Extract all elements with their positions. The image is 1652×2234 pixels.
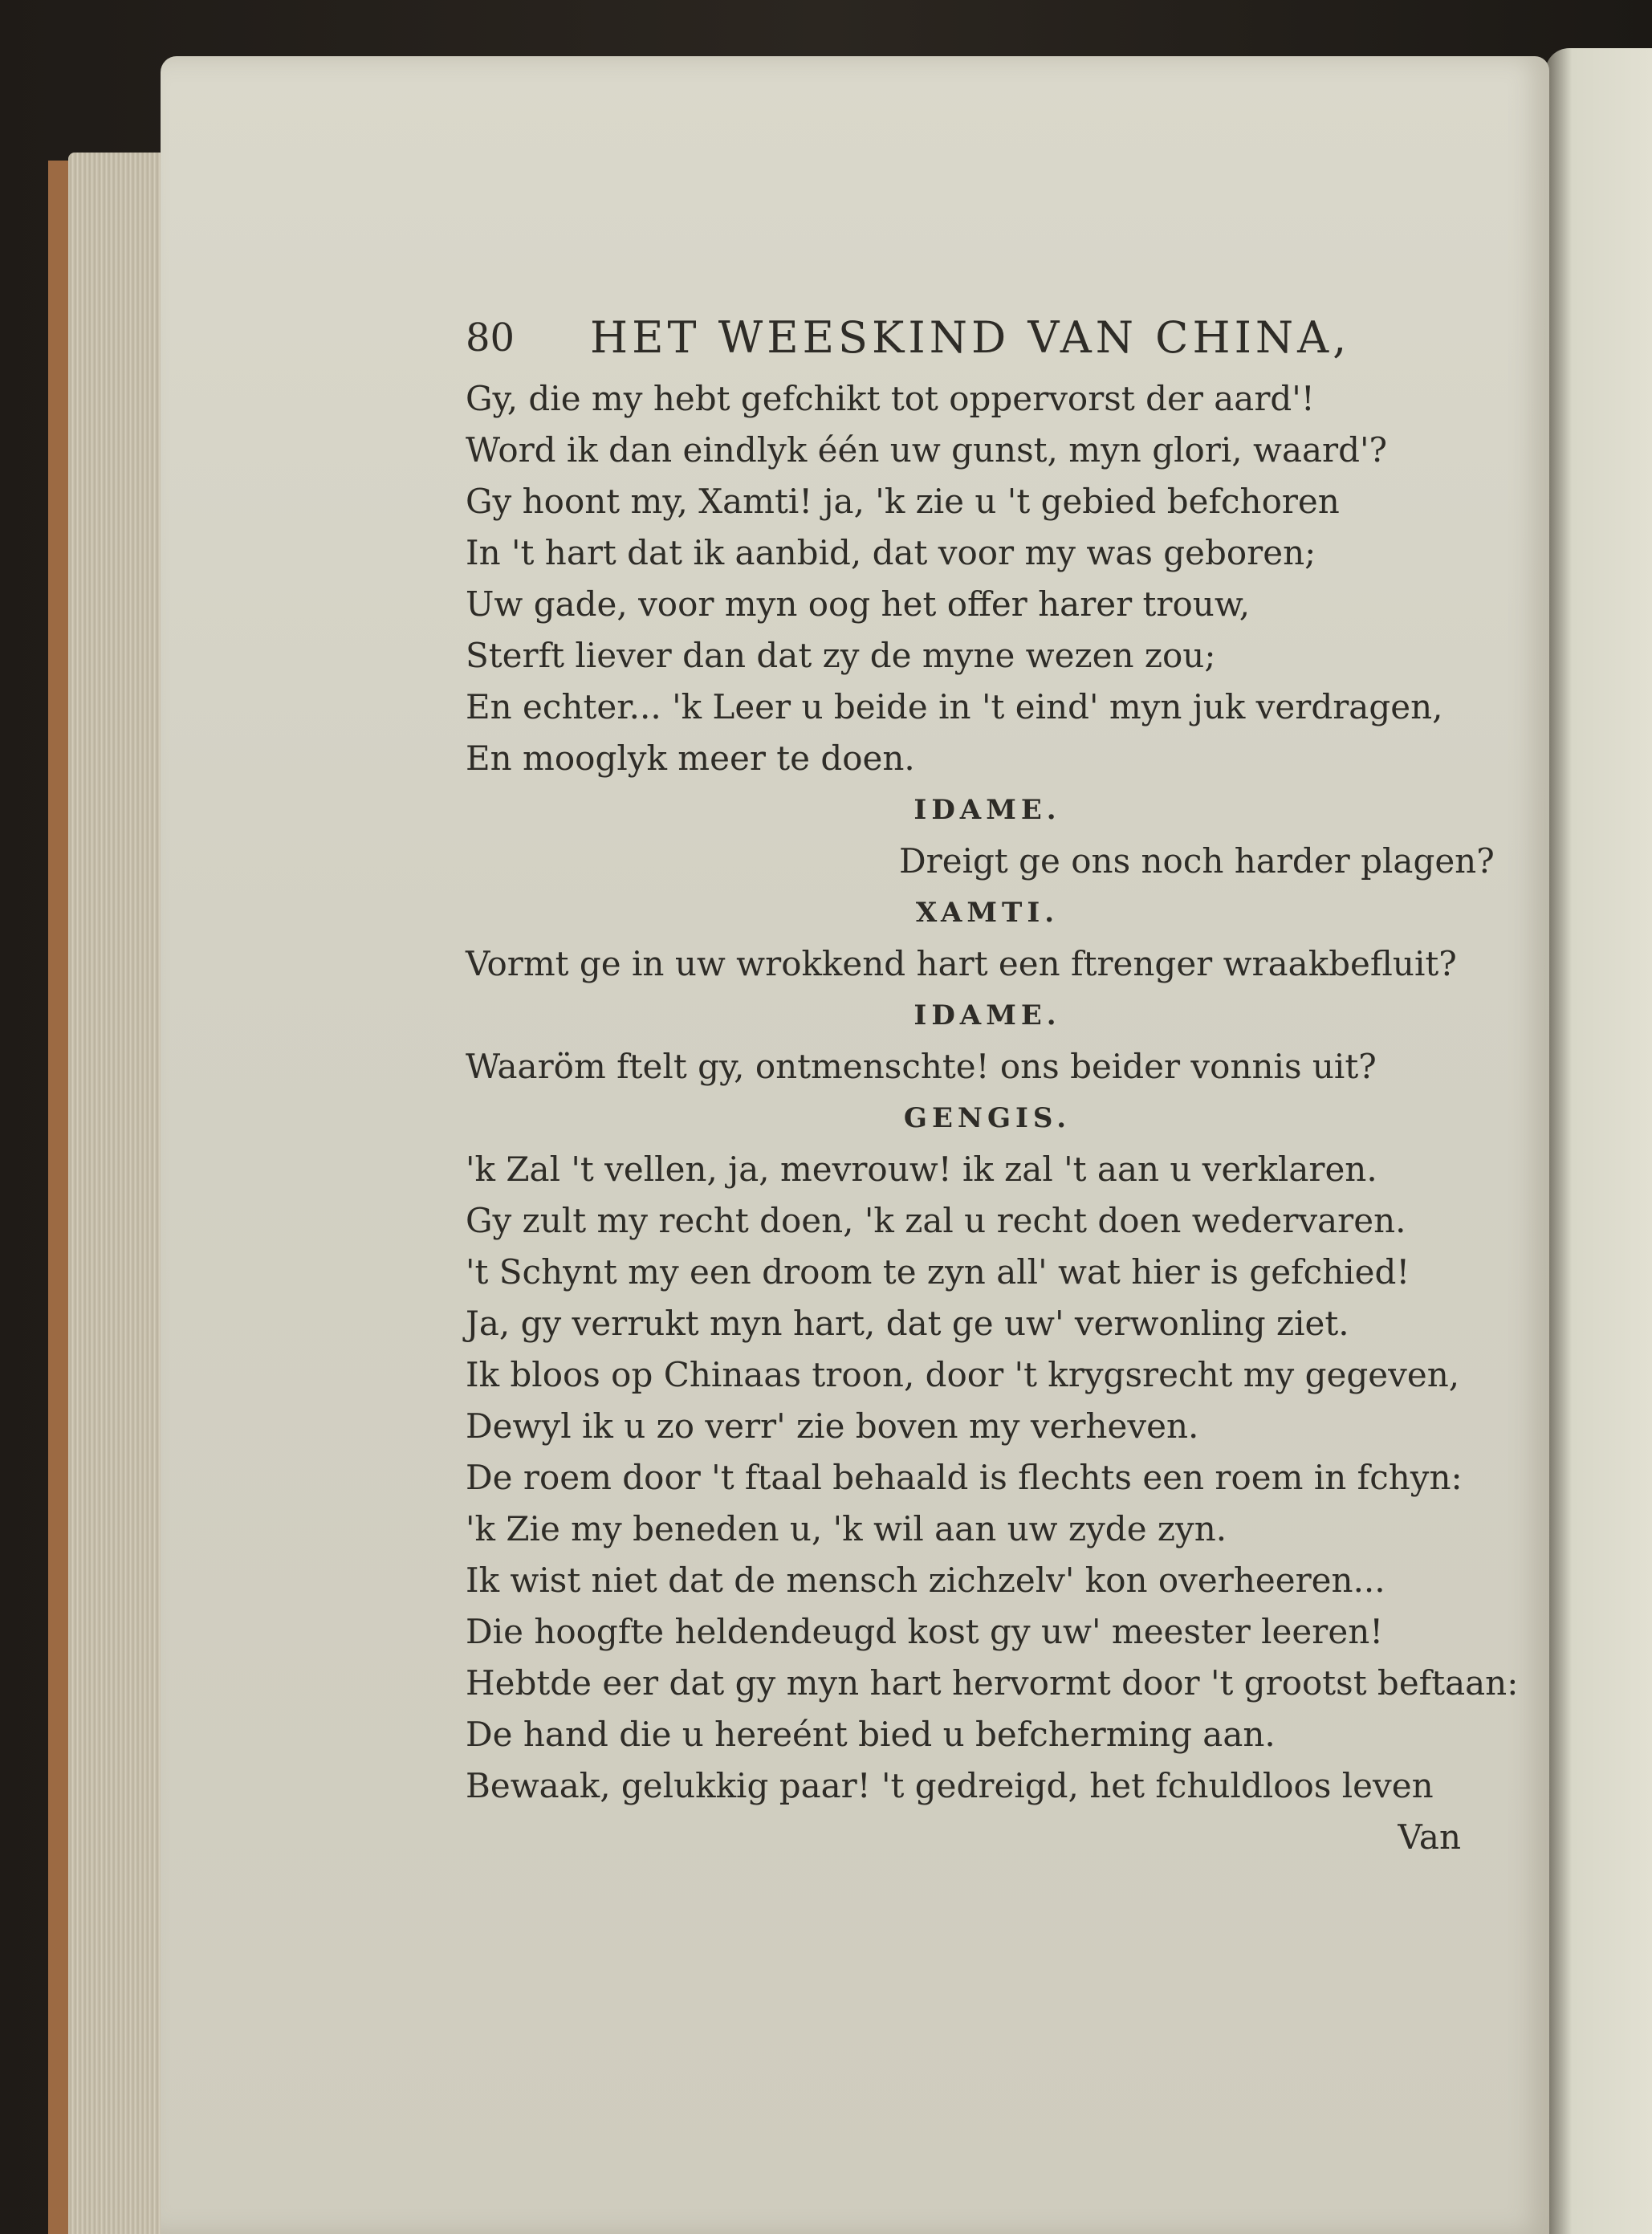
- verse-line: De roem door 't ftaal behaald is flechts een roem in fchyn:: [466, 1458, 1463, 1497]
- verse-line: Gy zult my recht doen, 'k zal u recht doen wedervaren.: [466, 1201, 1406, 1240]
- speaker-xamti: XAMTI.: [915, 897, 1060, 929]
- page-text: [466, 309, 1519, 1863]
- verse-line: 'k Zie my beneden u, 'k wil aan uw zyde zyn.: [466, 1509, 1227, 1548]
- verse-line: Ik bloos op Chinaas troon, door 't krygsrecht my gegeven,: [466, 1355, 1460, 1394]
- verse-line: Dreigt ge ons noch harder plagen?: [899, 841, 1495, 881]
- verse-line: Dewyl ik u zo verr' zie boven my verheven.: [466, 1406, 1199, 1446]
- running-title: HET WEESKIND VAN CHINA,: [590, 312, 1351, 363]
- page-stack-edges: [68, 153, 165, 2234]
- verse-line: En echter... 'k Leer u beide in 't eind' myn juk verdragen,: [466, 687, 1443, 726]
- verse-line: Ik wist niet dat de mensch zichzelv' kon overheeren...: [466, 1561, 1385, 1600]
- catchword: Van: [1398, 1817, 1461, 1857]
- page-number: 80: [466, 315, 515, 360]
- verse-line: Hebtde eer dat gy myn hart hervormt door 't grootst beftaan:: [466, 1663, 1519, 1703]
- verse-line: Die hoogfte heldendeugd kost gy uw' meester leeren!: [466, 1612, 1384, 1651]
- verse-line: In 't hart dat ik aanbid, dat voor my was geboren;: [466, 533, 1316, 572]
- verse-line: Waaröm ftelt gy, ontmenschte! ons beider vonnis uit?: [466, 1047, 1377, 1086]
- running-head: [466, 309, 1477, 373]
- speaker-idame: IDAME.: [913, 794, 1061, 826]
- speaker-gengis: GENGIS.: [903, 1102, 1072, 1134]
- verse-line: Word ik dan eindlyk één uw gunst, myn glori, waard'?: [466, 430, 1388, 470]
- verse-line: Uw gade, voor myn oog het offer harer trouw,: [466, 584, 1251, 624]
- verse-line: Gy hoont my, Xamti! ja, 'k zie u 't gebied befchoren: [466, 482, 1340, 521]
- verse-line: Ja, gy verrukt myn hart, dat ge uw' verwonling ziet.: [466, 1304, 1349, 1343]
- verse-line: 't Schynt my een droom te zyn all' wat hier is gefchied!: [466, 1252, 1410, 1292]
- speaker-idame: IDAME.: [913, 999, 1061, 1032]
- facing-page-edge: [1545, 48, 1652, 2234]
- verse-line: 'k Zal 't vellen, ja, mevrouw! ik zal 't aan u verklaren.: [466, 1150, 1377, 1189]
- verse-line: Sterft liever dan dat zy de myne wezen zou;: [466, 636, 1216, 675]
- verse-line: Vormt ge in uw wrokkend hart een ftrenger wraakbefluit?: [466, 944, 1457, 983]
- verse-line: En mooglyk meer te doen.: [466, 739, 915, 778]
- verse-line: Bewaak, gelukkig paar! 't gedreigd, het fchuldloos leven: [466, 1766, 1434, 1805]
- verse-line: De hand die u hereént bied u befcherming aan.: [466, 1715, 1276, 1754]
- verse-line: Gy, die my hebt gefchikt tot oppervorst der aard'!: [466, 379, 1315, 418]
